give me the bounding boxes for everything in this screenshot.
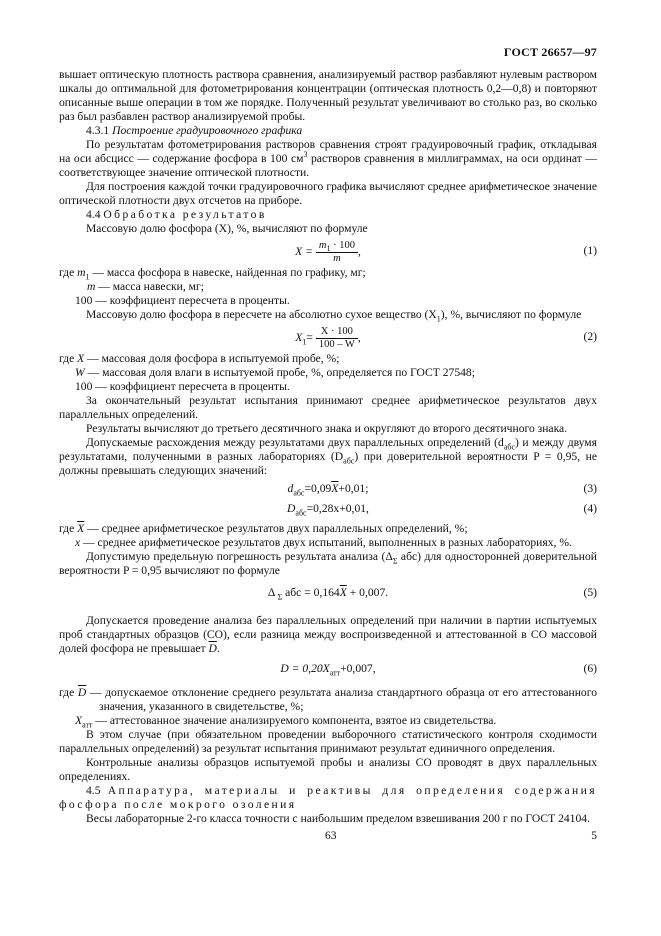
text-run: — масса навески, мг; [95,280,204,293]
text-run: По результатам фотометрирования растворов сравнения строят градуировочный график, откладывая на оси абсцисс — содержание фосфора в 100 см [59,138,597,165]
where-line [59,352,597,366]
symbol: W [75,366,85,379]
where-line [59,366,597,380]
text-run: растворов сравнения в миллиграммах, на оси ординат — соответствующее значение оптической плотности. [59,152,597,179]
paragraph: вышает оптическую плотность раствора сравнения, анализируемый раствор разбавляют нулевым раствором шкалы до оптимальной для фотометрирования концентрации (оптическая плотность 0,2—0,8) и повторяют описанные выше операции в том же порядке. Полученный результат увеличивают во столько раз, во сколько раз был разбавлен раствор анализируемой пробы. [59,68,597,123]
text-run: — массовая доля влаги в испытуемой пробе, %, определяется по ГОСТ 27548; [84,366,475,379]
formula-6 [59,656,597,686]
formula-number: (4) [583,502,597,515]
formula-tail: , [357,331,361,345]
formula-3 [59,478,597,500]
text-run: абс) для односторонней доверительной вероятности [59,550,597,577]
symbol: m [87,280,96,293]
text-run: Допускается проведение анализа без параллельных определений при наличии в партии испытуемых проб стандартных образцов (СО), если разница между воспроизведенной и аттестованной в СО массовой долей фосфора не превышает [59,614,597,655]
subscript: атт [329,668,341,678]
paragraph: За окончательный результат испытания принимают среднее арифметическое результатов двух параллельных определений. [59,394,597,421]
symbol: $\overline{X}$ [77,522,85,535]
subscript: 1 [436,314,441,324]
paragraph: Массовую долю фосфора (X), %, вычисляют по формуле [86,222,368,235]
symbol: X [77,352,85,365]
formula-5 [59,578,597,608]
subscript: 1 [326,244,331,254]
formula-number: (6) [583,662,597,675]
formula-lhs: d [287,482,294,495]
section-title: Обработка результатов [103,208,267,221]
symbol: $\overline{D}$ [77,686,87,699]
paragraph: Весы лабораторные 2-го класса точности с наибольшим пределом взвешивания 200 г по ГОСТ 24104. [86,812,590,825]
text-run: где [59,352,78,365]
where-line [59,536,597,550]
where-line [59,280,597,294]
paragraph [59,138,597,180]
formula-rhs: +0,01; [338,482,369,495]
symbol: m [77,266,86,279]
superscript: 3 [303,150,308,160]
text-run: Допускаемые расхождения между результатами двух параллельных определений (d [86,436,504,449]
section-number: 4.3.1 [86,124,110,137]
subscript: абс [293,488,305,498]
formula-number: (5) [583,586,597,599]
subscript: Σ [277,592,283,602]
subscript: абс [295,508,307,518]
formula-lhs: X [295,331,303,345]
paragraph: Результаты вычисляют до третьего десятичного знака и округляют до второго десятичного знака. [86,422,568,435]
formula-rhs: +0,007, [340,662,376,675]
symbol-mean: $\overline{D}$ [208,642,217,655]
paragraph: Для построения каждой точки градуировочного графика вычисляют среднее арифметическое значение оптической плотности двух отсчетов на приборе. [59,180,597,207]
paragraph: Контрольные анализы образцов испытуемой пробы и анализы СО проводят в двух параллельных определениях. [59,756,597,783]
subscript: 1 [302,337,307,347]
formula-lhs: Δ [267,586,278,599]
where-line [59,686,597,714]
denominator: m [333,253,341,264]
section-heading-4-4 [59,208,597,222]
text-run: P = 0,95 вычисляют по формуле [122,564,280,577]
numerator-rest: · 100 [330,240,355,251]
symbol: X [75,714,83,727]
fraction [316,326,358,351]
text-run: — аттестованное значение анализируемого компонента, взятое из свидетельства. [92,714,497,727]
subscript: абс [503,442,516,452]
subscript: Σ [392,556,398,566]
text-run: Допустимую предельную погрешность результата анализа (Δ [86,550,393,563]
equals: = [306,331,313,345]
where-line [59,522,597,536]
text-run: — масса фосфора в навеске, найденная по графику, мг; [89,266,366,279]
section-number: 4.5 [86,784,101,797]
where-line [59,294,597,308]
section-title: Аппаратура, материалы и реактивы для определения содержания фосфора после мокрого озоления [59,784,597,811]
text-run: где [59,266,78,279]
formula-number: (3) [583,482,597,495]
where-line [59,266,597,280]
symbol-mean: $\overline{X}$ [339,586,347,599]
formula-rhs: + 0,007. [346,586,389,599]
text-run: где [59,686,78,699]
text-run: . [216,642,220,655]
subscript: абс [343,456,355,466]
paragraph [59,614,597,656]
formula-rhs: =0,09 [304,482,332,495]
text-run: — массовая доля фосфора в испытуемой пробе, %; [84,352,340,365]
denominator: 100 – W [318,339,355,350]
formula-rhs: =0,28x+0,01, [306,502,369,515]
text-run: где [59,522,78,535]
where-line [59,380,597,394]
page-body [59,68,597,826]
symbol: 100 [75,380,93,393]
fraction [316,240,358,265]
section-number: 4.4 [86,208,101,221]
text-run: — коэффициент пересчета в проценты. [92,380,290,393]
symbol: x [75,536,81,549]
formula-1 [59,236,597,266]
formula-number: (1) [583,244,597,257]
subscript: 1 [85,272,90,282]
numerator: X · 100 [316,326,358,339]
formula-lhs: D = 0,20X [280,662,330,675]
text-run: ), %, вычисляют по формуле [440,308,582,321]
formula-number: (2) [583,330,597,343]
symbol-mean: $\overline{X}$ [331,482,339,495]
formula-lhs: D [287,502,296,515]
paragraph [59,436,597,478]
paragraph [59,550,597,578]
formula-tail: , [357,245,361,259]
symbol: 100 [75,294,93,307]
document-header: ГОСТ 26657—97 [503,45,597,59]
subscript: атт [82,720,93,730]
text-run: ) и между двумя результатами, полученными в разных лабораториях (D [59,436,597,463]
formula-lhs: X = [295,245,313,259]
formula-4 [59,500,597,522]
sheet-number: 5 [591,830,597,842]
where-line [59,714,597,728]
text-run: Массовую долю фосфора в пересчете на абсолютно сухое вещество (X [86,308,437,321]
text-run: — среднее арифметическое результатов двух параллельных определений, %; [84,522,468,535]
text-run: — коэффициент пересчета в проценты. [92,294,290,307]
numerator: m [318,240,327,251]
section-heading-4-3-1 [59,124,597,138]
text-run: ) при доверительной вероятности P = 0,95, не должны превышать следующих значений: [59,450,597,477]
paragraph: В этом случае (при обязательном проведении выборочного статистического контроля сходимости параллельных определений) за результат испытания принимают результат единичного определения. [59,728,597,755]
paragraph [59,308,597,322]
formula-2 [59,322,597,352]
section-title: Построение градуировочного графика [112,124,303,137]
page-number: 63 [325,830,337,842]
text-run: — среднее арифметическое результатов двух испытаний, выполненных в разных лабораториях, %. [80,536,572,549]
text-run: — допускаемое отклонение среднего результата анализа стандартного образца от его аттестованного значения, указанного в свидетельстве, %; [86,686,597,713]
section-heading-4-5 [59,784,597,812]
formula-rhs: абс = 0,164 [282,586,340,599]
